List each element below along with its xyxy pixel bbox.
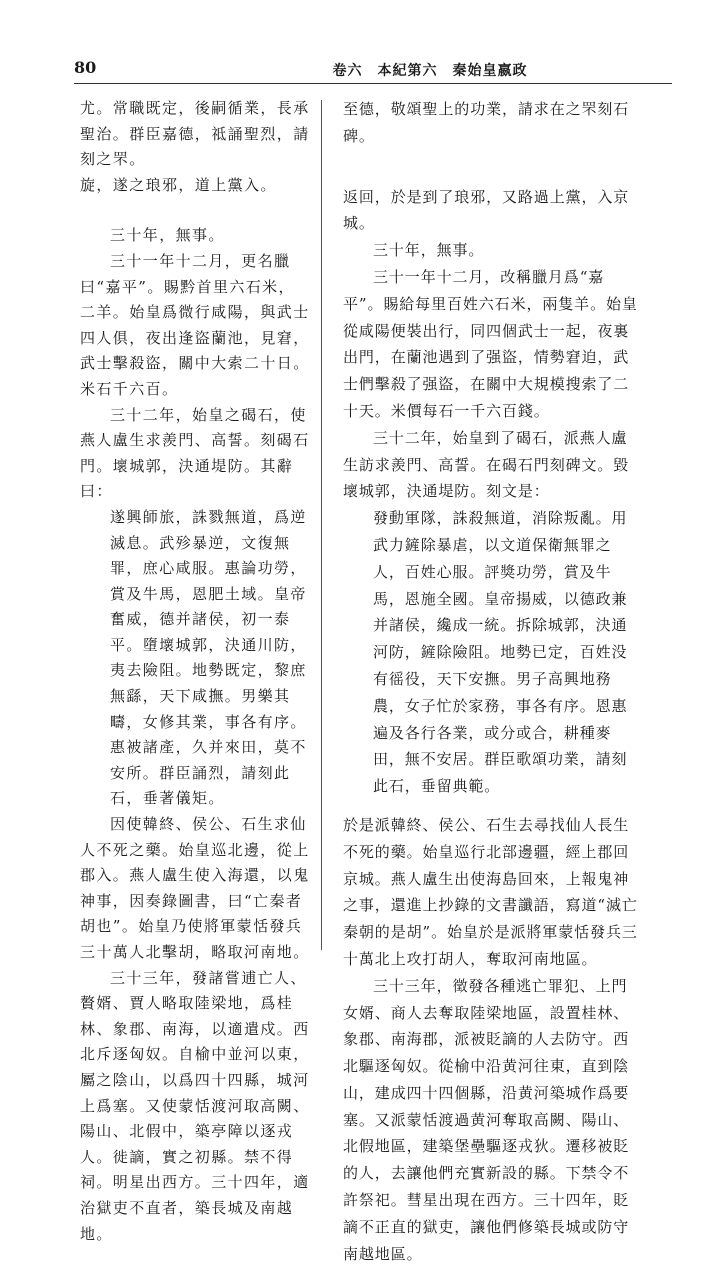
year-33-paragraph: 三十三年，發諸嘗逋亡人、贅婿、賈人略取陸梁地，爲桂林、象郡、南海，以適遣戍。西北斥逐匈奴。自榆中並河以東，屬之陰山，以爲四十四縣，城河上爲塞。又使蒙恬渡河取高闕、陽山、北假中，築亭障以逐戎人。徙謫，實之初縣。禁不得祠。明星出西方。三十四年，適治獄吏不直者，築長城及南越地。 [80, 968, 310, 1243]
inscription-ending: 尤。常職既定，後嗣循業，長承聖治。群臣嘉德，祗誦聖烈，請刻之罘。 [80, 99, 310, 169]
inscription-ending: 至德，敬頌聖上的功業，請求在之罘刻石碑。 [343, 100, 630, 145]
column-divider [321, 100, 322, 950]
classical-text-column [80, 96, 310, 1247]
translation-text-column [343, 96, 643, 1267]
jieshi-inscription: 發動軍隊，誅殺無道，消除叛亂。用武力鏟除暴虐，以文道保衛無罪之人，百姓心服。評獎功勞，賞及牛馬，恩施全國。皇帝揚威，以德政兼并諸侯，纔成一統。拆除城郭，決通河防，鏟除險阻。地勢已定，百姓没有徭役，天下安撫。男子高興地務農，女子忙於家務，事各有序。恩惠遍及各行各業，或分或合，耕種麥田，無不安居。群臣歌頌功業，請刻此石，垂留典範。 [373, 509, 628, 796]
year-31-paragraph: 三十一年十二月，改稱臘月爲“嘉平”。賜給每里百姓六石米，兩隻羊。始皇從咸陽便裝出行，同四個武士一起，夜裏出門，在蘭池遇到了强盜，情勢窘迫，武士們擊殺了强盜，在關中大規模搜索了二十天。米價每石一千六百錢。 [343, 267, 638, 420]
year-32-paragraph: 三十二年，始皇之碣石，使燕人盧生求羨門、高誓。刻碣石門。壞城郭，決通堤防。其辭曰： [80, 405, 310, 501]
year-30-paragraph: 三十年，無事。 [110, 226, 225, 245]
section-gap [343, 800, 643, 812]
section-gap [343, 150, 643, 184]
jieshi-inscription: 遂興師旅，誅戮無道，爲逆滅息。武殄暴逆，文復無罪，庶心咸服。惠論功勞，賞及牛馬，恩肥土域。皇帝奮威，德并諸侯，初一泰平。墮壞城郭，決通川防，夷去險阻。地勢既定，黎庶無繇，天下咸撫。男樂其疇，女修其業，事各有序。惠被諸產，久并來田，莫不安所。群臣誦烈，請刻此石，垂著儀矩。 [110, 507, 307, 808]
immortals-paragraph: 因使韓終、侯公、石生求仙人不死之藥。始皇巡北邊，從上郡入。燕人盧生使入海還，以鬼神事，因奏錄圖書，曰“亡秦者胡也”。始皇乃使將軍蒙恬發兵三十萬人北擊胡，略取河南地。 [80, 815, 310, 961]
header-rule [74, 83, 672, 84]
year-32-paragraph: 三十二年，始皇到了碣石，派燕人盧生訪求羨門、高誓。在碣石門刻碑文。毀壞城郭，決通堤防。刻文是： [343, 428, 630, 501]
running-head: 卷六 本紀第六 秦始皇嬴政 [332, 63, 528, 79]
section-gap [80, 198, 310, 223]
year-33-paragraph: 三十三年，徵發各種逃亡罪犯、上門女婿、商人去奪取陸梁地區，設置桂林、象郡、南海郡，派被貶謫的人去防守。西北驅逐匈奴。從榆中沿黄河往東，直到陰山，建成四十四個縣，沿黄河築城作爲要塞。又派蒙恬渡過黄河奪取高闕、陽山、北假地區，建築堡壘驅逐戎狄。遷移被貶的人，去讓他們充實新設的縣。下禁令不許祭祀。彗星出現在西方。三十四年，貶謫不正直的獄吏，讓他們修築長城或防守南越地區。 [343, 976, 630, 1263]
year-31-paragraph: 三十一年十二月，更名臘曰“嘉平”。賜黔首里六石米，二羊。始皇爲微行咸陽，與武士四人俱，夜出逢盜蘭池，見窘，武士擊殺盜，關中大索二十日。米石千六百。 [80, 251, 310, 398]
return-trip-text: 旋，遂之琅邪，道上黨入。 [80, 175, 277, 194]
return-trip-text: 返回，於是到了琅邪，又路過上黨，入京城。 [343, 187, 630, 233]
immortals-paragraph: 於是派韓終、侯公、石生去尋找仙人長生不死的藥。始皇巡行北部邊疆，經上郡回京城。燕人盧生出使海島回來，上報鬼神之事，還進上抄錄的文書讖語，寫道“滅亡秦朝的是胡”。始皇於是派將軍蒙恬發兵三十萬北上攻打胡人，奪取河南地區。 [343, 815, 638, 968]
year-30-paragraph: 三十年，無事。 [373, 241, 485, 260]
page-number: 80 [74, 58, 97, 77]
